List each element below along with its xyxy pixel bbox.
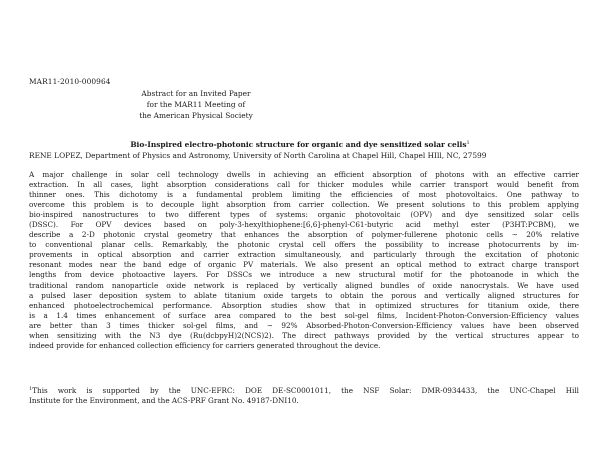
abstract-line: lengths from device photoactive layers. For DSSCs we introduce a new structural motif for the photoanode in which the — [29, 270, 579, 280]
author-affiliation: RENE LOPEZ, Department of Physics and Astronomy, University of North Carolina at Chapel Hill, Chapel HIll, NC, 27599 — [29, 151, 487, 160]
paper-title-text: Bio-Inspired electro-photonic structure for organic and dye sensitized solar cells — [130, 140, 467, 149]
title-footnote-mark: 1 — [466, 140, 470, 146]
abstract-body — [29, 170, 579, 351]
abstract-line: bio-inspired nanostructures to two different types of systems: organic photovoltaic (OPV) and dye sensitized solar cells — [29, 210, 579, 220]
abstract-line: describe a 2-D photonic crystal geometry that enhances the absorption of polymer-fullerene photonic cells ∼ 20% relative — [29, 230, 579, 240]
abstract-line: a pulsed laser deposition system to ablate titanium oxide targets to obtain the porous and vertically aligned structures for — [29, 290, 579, 300]
abstract-line: A major challenge in solar cell technology dwells in achieving an efficient absorption of photons with an effective carrier — [29, 170, 579, 179]
footnote-line: Institute for the Environment, and the ACS-PRF Grant No. 49187-DNI10. — [29, 396, 299, 406]
abstract-line: when sensitizing with the N3 dye (Ru(dcbpyH)2(NCS)2). The direct pathways provided by the vertical structures appear to — [29, 330, 579, 340]
invited-paper-notice — [126, 88, 266, 122]
funding-footnote — [29, 384, 579, 406]
abstract-line: extraction. In all cases, light absorption considerations call for thicker modules while carrier transport would benefit from — [29, 180, 579, 190]
abstract-line: indeed provide for enhanced collection efficiency for carriers generated throughout the device. — [29, 340, 381, 350]
footnote-text: This work is supported by the UNC-EFRC: DOE DE-SC0001011, the NSF Solar: DMR-0934433, the UNC-Chapel Hill — [32, 386, 579, 395]
abstract-line: traditional random nanoparticle oxide network is replaced by vertically aligned bundles of oxide nanocrystals. We have used — [29, 280, 579, 290]
abstract-line: resonant modes near the band edge of organic PV materials. We also present an optical method to extract charge transport — [29, 260, 579, 270]
abstract-line: are better than 3 times thicker sol-gel films, and ∼ 92% Absorbed-Photon-Conversion-Efficiency values have been observed — [29, 320, 579, 330]
footnote-mark: 1 — [29, 386, 33, 392]
abstract-line: provements in optical absorption and carrier extraction simultaneously, and particularly through the excitation of photonic — [29, 250, 579, 260]
abstract-line: thinner ones. This dichotomy is a fundamental problem limiting the efficiencies of most photovoltaics. One pathway to — [29, 190, 579, 200]
invited-notice-line: Abstract for an Invited Paper — [141, 89, 251, 98]
footnote-line — [29, 384, 579, 396]
abstract-line: is a 1.4 times enhancement of surface area compared to the best sol-gel films, Incident-Photon-Conversion-Efficiency values — [29, 310, 579, 320]
abstract-line: overcome this problem is to decouple light absorption from carrier collection. We present solutions to this problem applying — [29, 200, 579, 210]
abstract-id: MAR11-2010-000964 — [29, 77, 111, 86]
invited-notice-line: for the MAR11 Meeting of — [146, 100, 246, 110]
paper-title — [40, 140, 560, 149]
invited-notice-line: the American Physical Society — [139, 111, 253, 121]
abstract-line: enhanced photoelectrochemical performance. Absorption studies show that in optimized structures for titanium oxide, there — [29, 300, 579, 310]
abstract-line: (DSSC). For OPV devices based on poly-3-hexylthiophene:[6,6]-phenyl-C61-butyric acid methyl ester (P3HT:PCBM), we — [29, 220, 579, 230]
abstract-line: to conventional planar cells. Remarkably, the photonic crystal cell offers the possibility to increase photocurrents by im- — [29, 240, 579, 250]
